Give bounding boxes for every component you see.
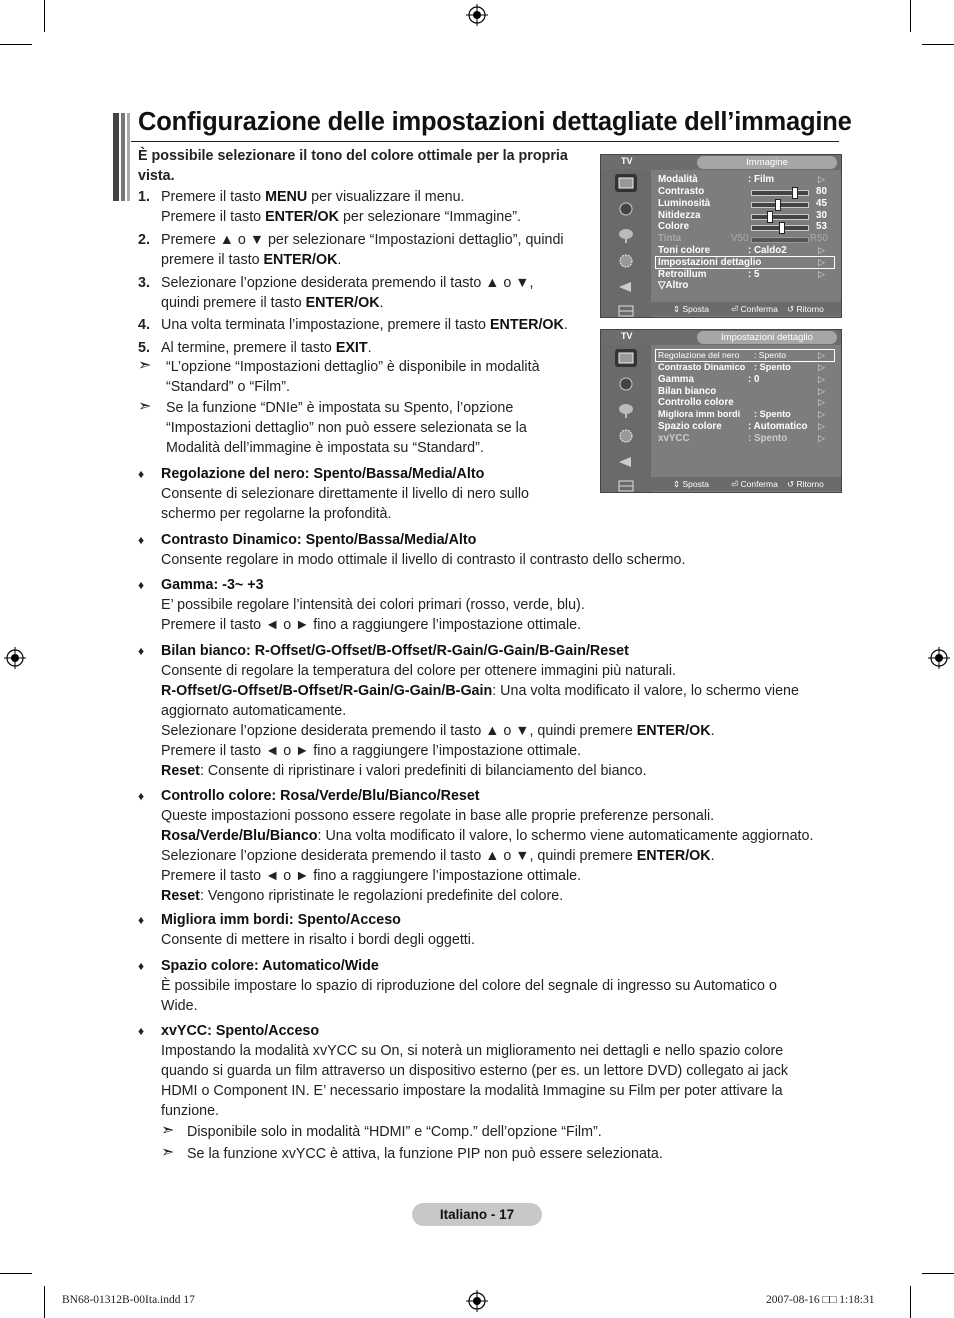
osd-row[interactable]: Toni colore : Caldo2 bbox=[658, 245, 787, 256]
arrow-right-icon: ▷ bbox=[818, 257, 825, 267]
osd-row[interactable]: Retroillum : 5 bbox=[658, 269, 760, 280]
crop-mark bbox=[0, 44, 32, 45]
slider-knob[interactable] bbox=[779, 222, 785, 234]
step-number: 5. bbox=[138, 340, 150, 356]
crop-mark bbox=[44, 0, 45, 32]
slider-knob[interactable] bbox=[767, 211, 773, 223]
arrow-right-icon: ▷ bbox=[818, 374, 825, 384]
bullet-diamond-icon: ♦ bbox=[138, 1024, 145, 1038]
note-arrow-icon: ➣ bbox=[161, 1122, 175, 1139]
crop-mark bbox=[44, 1286, 45, 1318]
sharpness-slider[interactable] bbox=[751, 214, 809, 220]
slider-value: 80 bbox=[816, 186, 827, 197]
tint-green-value: V50 bbox=[731, 233, 749, 244]
application-icon[interactable] bbox=[615, 302, 637, 320]
slider-value: 30 bbox=[816, 210, 827, 221]
step-1: Premere il tasto MENU per visualizzare il menu. Premere il tasto ENTER/OK per selezionare “Immagine”. bbox=[161, 189, 521, 225]
bullet-colore: Controllo colore: Rosa/Verde/Blu/Bianco/Reset Queste impostazioni possono essere regolate in base alle proprie preferenze personali. Rosa/Verde/Blu/Bianco: Una volta modificato il valore, lo schermo viene automaticamente aggiornato. Selezionare l’opzione desiderata premendo il tasto ▲ o ▼, quindi premere ENTER/OK. Premere il tasto ◄ o ► fino a raggiungere l’impostazione ottimale. Reset: Vengono ripristinate le regolazioni predefinite del colore. bbox=[161, 788, 814, 904]
move-hint: ⇕ Sposta bbox=[673, 304, 709, 314]
arrow-right-icon: ▷ bbox=[818, 350, 825, 360]
contrast-slider[interactable] bbox=[751, 190, 809, 196]
note-text: Se la funzione “DNIe” è impostata su Spento, l’opzione “Impostazioni dettaglio” non può essere selezionata se la Modalità dell’immagine è impostata su “Standard”. bbox=[166, 400, 527, 456]
step-4: Una volta terminata l’impostazione, premere il tasto ENTER/OK. bbox=[161, 317, 568, 333]
note-text: Se la funzione xvYCC è attiva, la funzione PIP non può essere selezionata. bbox=[187, 1146, 663, 1162]
arrow-right-icon: ▷ bbox=[818, 433, 825, 443]
arrow-right-icon: ▷ bbox=[818, 362, 825, 372]
tv-menu-immagine bbox=[600, 154, 842, 318]
osd-row[interactable]: Gamma : 0 bbox=[658, 374, 760, 385]
slider-knob[interactable] bbox=[775, 199, 781, 211]
step-3: Selezionare l’opzione desiderata premendo il tasto ▲ o ▼, quindi premere il tasto ENTER/OK. bbox=[161, 275, 534, 311]
tint-slider[interactable] bbox=[751, 237, 809, 243]
bullet-diamond-icon: ♦ bbox=[138, 959, 145, 973]
arrow-right-icon: ▷ bbox=[818, 409, 825, 419]
step-number: 1. bbox=[138, 189, 150, 205]
channel-icon[interactable] bbox=[615, 401, 637, 419]
registration-mark-icon bbox=[928, 647, 950, 669]
arrow-right-icon: ▷ bbox=[818, 397, 825, 407]
step-2: Premere ▲ o ▼ per selezionare “Impostazioni dettaglio”, quindi premere il tasto ENTER/OK. bbox=[161, 232, 564, 268]
arrow-right-icon: ▷ bbox=[818, 386, 825, 396]
osd-row[interactable]: Contrasto Dinamico : Spento bbox=[658, 362, 791, 372]
input-icon[interactable] bbox=[615, 453, 637, 471]
osd-row[interactable]: xvYCC : Spento bbox=[658, 433, 788, 444]
crop-mark bbox=[0, 1273, 32, 1274]
osd-row[interactable]: Nitidezza bbox=[658, 210, 701, 221]
step-number: 4. bbox=[138, 317, 150, 333]
picture-icon[interactable] bbox=[615, 349, 637, 367]
osd-row[interactable]: Impostazioni dettaglio bbox=[658, 257, 762, 268]
bullet-diamond-icon: ♦ bbox=[138, 789, 145, 803]
crop-mark bbox=[910, 1286, 911, 1318]
arrow-right-icon: ▷ bbox=[818, 174, 825, 184]
intro-text: È possibile selezionare il tono del colore ottimale per la propria vista. bbox=[138, 148, 568, 184]
osd-row[interactable]: Controllo colore bbox=[658, 397, 734, 408]
application-icon[interactable] bbox=[615, 477, 637, 495]
enter-hint: ⏎ Conferma bbox=[731, 304, 778, 314]
channel-icon[interactable] bbox=[615, 226, 637, 244]
registration-mark-icon bbox=[466, 1290, 488, 1312]
title-bars bbox=[113, 113, 131, 201]
bullet-diamond-icon: ♦ bbox=[138, 913, 145, 927]
slider-value: 45 bbox=[816, 198, 827, 209]
slider-knob[interactable] bbox=[792, 187, 798, 199]
date-slug: 2007-08-16 □□ 1:18:31 bbox=[766, 1294, 875, 1306]
input-icon[interactable] bbox=[615, 278, 637, 296]
osd-bottom-bar bbox=[651, 302, 841, 316]
note-text: “L’opzione “Impostazioni dettaglio” è disponibile in modalità “Standard” o “Film”. bbox=[166, 359, 540, 395]
picture-icon[interactable] bbox=[615, 174, 637, 192]
note-arrow-icon: ➣ bbox=[138, 357, 152, 374]
page-title: Configurazione delle impostazioni dettagliate dell’immagine bbox=[138, 108, 852, 136]
osd-header: Impostazioni dettaglio bbox=[697, 331, 837, 344]
title-rule bbox=[131, 141, 839, 142]
bullet-diamond-icon: ♦ bbox=[138, 533, 145, 547]
osd-row[interactable]: Bilan bianco bbox=[658, 386, 717, 397]
brightness-slider[interactable] bbox=[751, 202, 809, 208]
file-slug: BN68-01312B-00Ita.indd 17 bbox=[62, 1294, 195, 1306]
osd-row[interactable]: Colore bbox=[658, 221, 690, 232]
bullet-diamond-icon: ♦ bbox=[138, 578, 145, 592]
osd-row[interactable]: Luminosità bbox=[658, 198, 711, 209]
osd-bottom-bar bbox=[651, 477, 841, 491]
page-number: Italiano - 17 bbox=[412, 1203, 542, 1226]
crop-mark bbox=[910, 0, 911, 32]
color-slider[interactable] bbox=[751, 225, 809, 231]
osd-tv-label: TV bbox=[621, 331, 633, 341]
slider-value: 53 bbox=[816, 221, 827, 232]
bullet-bordi: Migliora imm bordi: Spento/Acceso Consente di mettere in risalto i bordi degli oggetti. bbox=[161, 912, 475, 948]
arrow-right-icon: ▷ bbox=[818, 269, 825, 279]
step-number: 3. bbox=[138, 275, 150, 291]
bullet-gamma: Gamma: -3~ +3 E’ possibile regolare l’intensità dei colori primari (rosso, verde, blu). Premere il tasto ◄ o ► fino a raggiungere l’impostazione ottimale. bbox=[161, 577, 585, 633]
bullet-bilan: Bilan bianco: R-Offset/G-Offset/B-Offset/R-Gain/G-Gain/B-Gain/Reset Consente di regolare la temperatura del colore per ottenere immagini più naturali. R-Offset/G-Offset/B-Offset/R-Gain/G-Gain/B-Gain: Una volta modificato il valore, lo schermo viene aggiornato automaticamente. Selezionare l’opzione desiderata premendo il tasto ▲ o ▼, quindi premere ENTER/OK. Premere il tasto ◄ o ► fino a raggiungere l’impostazione ottimale. Reset: Consente di ripristinare i valori predefiniti di bilanciamento del bianco. bbox=[161, 643, 799, 779]
step-5: Al termine, premere il tasto EXIT. bbox=[161, 340, 372, 356]
tint-red-value: R50 bbox=[810, 233, 828, 244]
osd-row[interactable]: Tinta bbox=[658, 233, 682, 244]
step-number: 2. bbox=[138, 232, 150, 248]
arrow-right-icon: ▷ bbox=[818, 245, 825, 255]
osd-sidebar bbox=[601, 345, 651, 492]
osd-row[interactable]: Modalità : Film bbox=[658, 174, 775, 185]
osd-header: Immagine bbox=[697, 156, 837, 169]
arrow-right-icon: ▷ bbox=[818, 421, 825, 431]
bullet-nero: Regolazione del nero: Spento/Bassa/Media/Alto Consente di selezionare direttamente il livello di nero sullo schermo per regolarne la profondità. bbox=[161, 466, 529, 522]
osd-sidebar bbox=[601, 170, 651, 317]
osd-row[interactable]: Regolazione del nero : Spento bbox=[658, 350, 787, 360]
bullet-diamond-icon: ♦ bbox=[138, 644, 145, 658]
osd-row[interactable]: Spazio colore : Automatico bbox=[658, 421, 808, 432]
enter-hint: ⏎ Conferma bbox=[731, 479, 778, 489]
osd-row[interactable]: ▽Altro bbox=[658, 280, 689, 291]
osd-tv-label: TV bbox=[621, 156, 633, 166]
note-text: Disponibile solo in modalità “HDMI” e “Comp.” dell’opzione “Film”. bbox=[187, 1124, 602, 1140]
registration-mark-icon bbox=[466, 4, 488, 26]
note-arrow-icon: ➣ bbox=[161, 1144, 175, 1161]
move-hint: ⇕ Sposta bbox=[673, 479, 709, 489]
setup-icon[interactable] bbox=[615, 252, 637, 270]
bullet-contrasto: Contrasto Dinamico: Spento/Bassa/Media/Alto Consente regolare in modo ottimale il livello di contrasto il contrasto dello schermo. bbox=[161, 532, 686, 568]
registration-mark-icon bbox=[4, 647, 26, 669]
tv-menu-impostazioni-dettaglio bbox=[600, 329, 842, 493]
sound-icon[interactable] bbox=[615, 200, 637, 218]
crop-mark bbox=[922, 44, 954, 45]
crop-mark bbox=[922, 1273, 954, 1274]
bullet-diamond-icon: ♦ bbox=[138, 467, 145, 481]
bullet-xvycc: xvYCC: Spento/Acceso Impostando la modalità xvYCC su On, si noterà un miglioramento nei dettagli e nello spazio colore quando si guarda un film attraverso un dispositivo esterno (per es. un lettore DVD) collegato ai jack HDMI o Component IN. E’ necessario impostare la modalità Immagine su Film per poter attivare la funzione. bbox=[161, 1023, 789, 1119]
note-arrow-icon: ➣ bbox=[138, 398, 152, 415]
osd-row[interactable]: Migliora imm bordi : Spento bbox=[658, 409, 791, 419]
return-hint: ↺ Ritorno bbox=[787, 304, 824, 314]
bullet-spazio: Spazio colore: Automatico/Wide È possibile impostare lo spazio di riproduzione del colore del segnale di ingresso su Automatico o Wide. bbox=[161, 958, 777, 1014]
osd-row[interactable]: Contrasto bbox=[658, 186, 705, 197]
setup-icon[interactable] bbox=[615, 427, 637, 445]
sound-icon[interactable] bbox=[615, 375, 637, 393]
return-hint: ↺ Ritorno bbox=[787, 479, 824, 489]
